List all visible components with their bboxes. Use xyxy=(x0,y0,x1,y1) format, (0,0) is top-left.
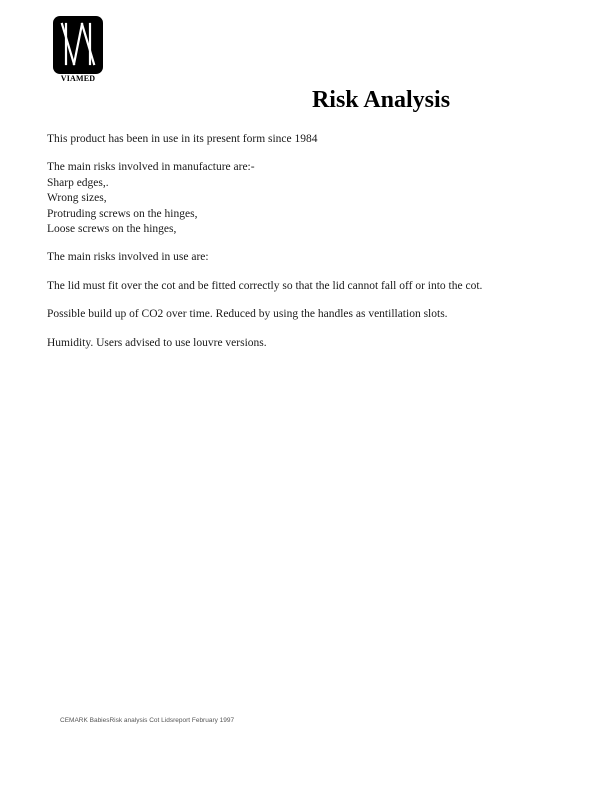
manufacture-risk-item: Wrong sizes, xyxy=(47,192,107,205)
page-title: Risk Analysis xyxy=(311,87,451,113)
use-risk-co2: Possible build up of CO2 over time. Reduced by using the handles as ventillation slots. xyxy=(47,308,448,321)
intro-paragraph: This product has been in use in its present form since 1984 xyxy=(47,133,318,145)
logo-text: VIAMED xyxy=(60,74,96,83)
logo-mark-icon xyxy=(53,16,103,74)
use-risk-lid: The lid must fit over the cot and be fitted correctly so that the lid cannot fall off or into the cot. xyxy=(47,279,483,292)
use-risks-heading: The main risks involved in use are: xyxy=(47,251,209,264)
manufacture-risk-item: Loose screws on the hinges, xyxy=(47,223,177,236)
manufacture-risk-item: Protruding screws on the hinges, xyxy=(47,207,198,220)
manufacture-risks-section xyxy=(47,160,567,237)
manufacture-risk-item: Sharp edges,. xyxy=(47,176,109,189)
page-footer: CEMARK BabiesRisk analysis Cot Lidsreport February 1997 xyxy=(60,717,235,724)
manufacture-risks-heading: The main risks involved in manufacture are:- xyxy=(47,161,255,174)
use-risk-humidity: Humidity. Users advised to use louvre versions. xyxy=(47,336,267,349)
company-logo xyxy=(53,16,103,84)
document-body xyxy=(47,132,567,364)
